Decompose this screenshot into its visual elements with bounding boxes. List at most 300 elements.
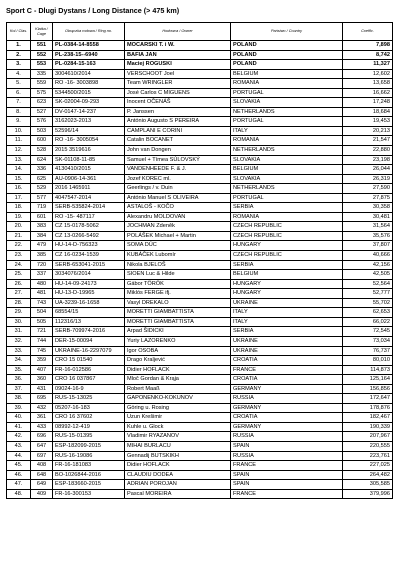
cell-ring-no: 2016 1465911 <box>53 184 125 194</box>
cell-ring-no: PL-238-15--6940 <box>53 50 125 60</box>
cell-ring-no: 05207-16-183 <box>53 403 125 413</box>
cell-coefficient: 62,653 <box>343 308 393 318</box>
cell-cage: 481 <box>31 289 53 299</box>
cell-coefficient: 227,025 <box>343 461 393 471</box>
cell-owner: SIOEN Luc & Hilde <box>125 270 231 280</box>
cell-cage: 360 <box>31 375 53 385</box>
cell-ring-no: RO -16- 3005054 <box>53 136 125 146</box>
table-row <box>7 107 393 117</box>
cell-ring-no: 4130410/2015 <box>53 165 125 175</box>
cell-classification: 30. <box>7 317 31 327</box>
table-row <box>7 184 393 194</box>
cell-country: UKRAINE <box>231 298 343 308</box>
cell-country: HUNGARY <box>231 241 343 251</box>
cell-cage: 528 <box>31 146 53 156</box>
cell-coefficient: 220,555 <box>343 441 393 451</box>
cell-cage: 745 <box>31 346 53 356</box>
table-row <box>7 165 393 175</box>
cell-owner: John van Dongen <box>125 146 231 156</box>
cell-coefficient: 40,666 <box>343 251 393 261</box>
cell-ring-no: RUS-15-13025 <box>53 394 125 404</box>
cell-ring-no: SK-01108-11-85 <box>53 155 125 165</box>
cell-ring-no: CRO 15 01540 <box>53 356 125 366</box>
cell-cage: 503 <box>31 126 53 136</box>
cell-owner: Samuel + Tímea SÚLOVSKÝ <box>125 155 231 165</box>
cell-classification: 21. <box>7 231 31 241</box>
cell-classification: 47. <box>7 480 31 490</box>
cell-classification: 18. <box>7 203 31 213</box>
table-row <box>7 327 393 337</box>
table-row <box>7 98 393 108</box>
table-row <box>7 212 393 222</box>
cell-country: SPAIN <box>231 441 343 451</box>
cell-cage: 336 <box>31 165 53 175</box>
cell-owner: MORETTI GIAMBATTISTA <box>125 308 231 318</box>
table-row <box>7 413 393 423</box>
table-row <box>7 308 393 318</box>
cell-classification: 19. <box>7 212 31 222</box>
cell-country: ITALY <box>231 317 343 327</box>
cell-coefficient: 52,564 <box>343 279 393 289</box>
cell-classification: 36. <box>7 375 31 385</box>
cell-country: POLAND <box>231 41 343 51</box>
cell-ring-no: HU-14-D-756323 <box>53 241 125 251</box>
cell-classification: 3. <box>7 60 31 70</box>
cell-cage: 696 <box>31 432 53 442</box>
table-row <box>7 441 393 451</box>
cell-owner: Jozef KOREC ml. <box>125 174 231 184</box>
cell-ring-no: 112316/13 <box>53 317 125 327</box>
cell-classification: 26. <box>7 279 31 289</box>
cell-cage: 337 <box>31 270 53 280</box>
cell-cage: 600 <box>31 136 53 146</box>
cell-owner: Kuhle u. Glock <box>125 422 231 432</box>
cell-owner: António Augusto S PEREIRA <box>125 117 231 127</box>
cell-ring-no: ESP-182099-2015 <box>53 441 125 451</box>
cell-ring-no: DV-0147-14-237 <box>53 107 125 117</box>
cell-country: BELGIUM <box>231 165 343 175</box>
cell-classification: 6. <box>7 88 31 98</box>
cell-owner: SOMA DÚC <box>125 241 231 251</box>
table-row <box>7 403 393 413</box>
cell-classification: 24. <box>7 260 31 270</box>
cell-ring-no: SERB-709974-2016 <box>53 327 125 337</box>
cell-ring-no: CRO 16 037867 <box>53 375 125 385</box>
cell-owner: GAPONENKO-KOKUNOV <box>125 394 231 404</box>
cell-country: FRANCE <box>231 461 343 471</box>
cell-ring-no: PL-0384-14-8558 <box>53 41 125 51</box>
header-classification: Kol./ Clas. <box>7 23 31 41</box>
cell-ring-no: HU-14-09-24173 <box>53 279 125 289</box>
cell-coefficient: 172,647 <box>343 394 393 404</box>
cell-ring-no: 68554/15 <box>53 308 125 318</box>
table-row <box>7 174 393 184</box>
cell-cage: 432 <box>31 403 53 413</box>
table-row <box>7 489 393 499</box>
cell-classification: 37. <box>7 384 31 394</box>
table-row <box>7 289 393 299</box>
cell-cage: 559 <box>31 79 53 89</box>
cell-owner: CAMPLANI E CORINI <box>125 126 231 136</box>
cell-coefficient: 182,467 <box>343 413 393 423</box>
cell-coefficient: 73,034 <box>343 336 393 346</box>
table-row <box>7 279 393 289</box>
cell-cage: 721 <box>31 327 53 337</box>
cell-country: SPAIN <box>231 470 343 480</box>
cell-ring-no: 08992-12-419 <box>53 422 125 432</box>
table-row <box>7 193 393 203</box>
cell-ring-no: FR-16-181083 <box>53 461 125 471</box>
cell-coefficient: 42,156 <box>343 260 393 270</box>
cell-owner: KUBÁČEK Lubomír <box>125 251 231 261</box>
cell-country: SPAIN <box>231 480 343 490</box>
cell-country: UKRAINE <box>231 346 343 356</box>
cell-coefficient: 26,319 <box>343 174 393 184</box>
header-owner: Hodowca / Owner <box>125 23 231 41</box>
cell-classification: 8. <box>7 107 31 117</box>
cell-cage: 505 <box>31 317 53 327</box>
cell-classification: 22. <box>7 241 31 251</box>
cell-country: SERBIA <box>231 327 343 337</box>
cell-owner: VERSCHOOT Joel <box>125 69 231 79</box>
cell-classification: 16. <box>7 184 31 194</box>
cell-cage: 577 <box>31 193 53 203</box>
cell-classification: 25. <box>7 270 31 280</box>
cell-country: CROATIA <box>231 356 343 366</box>
cell-ring-no: 09024-16-9 <box>53 384 125 394</box>
table-row <box>7 41 393 51</box>
cell-owner: POLÁŠEK Michael + Martin <box>125 231 231 241</box>
table-row <box>7 260 393 270</box>
cell-coefficient: 23,198 <box>343 155 393 165</box>
cell-cage: 623 <box>31 98 53 108</box>
cell-country: PORTUGAL <box>231 88 343 98</box>
cell-country: NETHERLANDS <box>231 146 343 156</box>
cell-country: ROMANIA <box>231 79 343 89</box>
table-row <box>7 241 393 251</box>
table-row <box>7 270 393 280</box>
table-row <box>7 50 393 60</box>
table-row <box>7 375 393 385</box>
cell-coefficient: 114,873 <box>343 365 393 375</box>
cell-country: CZECH REPUBLIC <box>231 231 343 241</box>
cell-coefficient: 12,602 <box>343 69 393 79</box>
cell-coefficient: 20,213 <box>343 126 393 136</box>
cell-classification: 4. <box>7 69 31 79</box>
cell-classification: 14. <box>7 165 31 175</box>
cell-owner: Yuriy LAZORENKO <box>125 336 231 346</box>
cell-country: CROATIA <box>231 413 343 423</box>
cell-country: UKRAINE <box>231 336 343 346</box>
cell-classification: 34. <box>7 356 31 366</box>
cell-ring-no: PL-0284-15-163 <box>53 60 125 70</box>
cell-classification: 7. <box>7 98 31 108</box>
table-row <box>7 451 393 461</box>
cell-classification: 28. <box>7 298 31 308</box>
cell-ring-no: SK-02004-09-293 <box>53 98 125 108</box>
cell-ring-no: DER-15-00094 <box>53 336 125 346</box>
cell-cage: 408 <box>31 461 53 471</box>
cell-coefficient: 37,807 <box>343 241 393 251</box>
cell-owner: ADRIAN POROJAN <box>125 480 231 490</box>
cell-country: CZECH REPUBLIC <box>231 222 343 232</box>
cell-ring-no: AU-0906-14-361 <box>53 174 125 184</box>
cell-owner: Pascal MOREIRA <box>125 489 231 499</box>
cell-cage: 361 <box>31 413 53 423</box>
cell-ring-no: FR-16-300153 <box>53 489 125 499</box>
cell-owner: Uzun Krešimir <box>125 413 231 423</box>
cell-ring-no: 2015 3519616 <box>53 146 125 156</box>
cell-country: RUSSIA <box>231 394 343 404</box>
cell-classification: 41. <box>7 422 31 432</box>
table-row <box>7 60 393 70</box>
cell-ring-no: CZ 15-0178-5062 <box>53 222 125 232</box>
cell-ring-no: ESP-183660-2015 <box>53 480 125 490</box>
cell-country: GERMANY <box>231 384 343 394</box>
cell-ring-no: RUS-15-01395 <box>53 432 125 442</box>
cell-owner: Robert Maaß <box>125 384 231 394</box>
cell-ring-no: 4047547-2014 <box>53 193 125 203</box>
cell-classification: 29. <box>7 308 31 318</box>
cell-country: NETHERLANDS <box>231 184 343 194</box>
cell-classification: 5. <box>7 79 31 89</box>
cell-owner: Didier HOFLACK <box>125 461 231 471</box>
cell-ring-no: SERB-535824-2014 <box>53 203 125 213</box>
cell-owner: Geerlings / v. Duin <box>125 184 231 194</box>
cell-cage: 553 <box>31 60 53 70</box>
cell-cage: 697 <box>31 451 53 461</box>
cell-cage: 527 <box>31 107 53 117</box>
cell-country: BELGIUM <box>231 69 343 79</box>
table-row <box>7 346 393 356</box>
cell-country: POLAND <box>231 60 343 70</box>
cell-cage: 575 <box>31 88 53 98</box>
cell-owner: P. Janssen <box>125 107 231 117</box>
cell-coefficient: 13,658 <box>343 79 393 89</box>
cell-coefficient: 17,248 <box>343 98 393 108</box>
cell-owner: VANDENHEEDE F. & J. <box>125 165 231 175</box>
cell-country: SERBIA <box>231 203 343 213</box>
cell-cage: 743 <box>31 298 53 308</box>
cell-owner: Mloč Gordan & Krąja <box>125 375 231 385</box>
cell-coefficient: 76,737 <box>343 346 393 356</box>
cell-ring-no: CZ 13-0266-5492 <box>53 231 125 241</box>
cell-classification: 43. <box>7 441 31 451</box>
cell-cage: 625 <box>31 174 53 184</box>
cell-classification: 13. <box>7 155 31 165</box>
cell-classification: 2. <box>7 50 31 60</box>
cell-classification: 23. <box>7 251 31 261</box>
cell-owner: Gennadij BUTSKIKH <box>125 451 231 461</box>
cell-country: SLOVAKIA <box>231 98 343 108</box>
table-row <box>7 79 393 89</box>
results-table <box>6 22 393 499</box>
cell-coefficient: 72,545 <box>343 327 393 337</box>
cell-country: PORTUGAL <box>231 193 343 203</box>
cell-classification: 46. <box>7 470 31 480</box>
cell-ring-no: FR-16-012586 <box>53 365 125 375</box>
cell-ring-no: 5344500/2015 <box>53 88 125 98</box>
page-title: Sport C - Dlugi Dystans / Long Distance (> 475 km) <box>6 6 180 15</box>
cell-coefficient: 305,585 <box>343 480 393 490</box>
table-row <box>7 251 393 261</box>
cell-country: CROATIA <box>231 375 343 385</box>
cell-cage: 648 <box>31 470 53 480</box>
cell-owner: MIHAI BURLACU <box>125 441 231 451</box>
table-row <box>7 126 393 136</box>
cell-ring-no: SERB-653041-2015 <box>53 260 125 270</box>
cell-ring-no: UKRAINE-16-2297079 <box>53 346 125 356</box>
cell-country: FRANCE <box>231 365 343 375</box>
header-country: Państwo / Country <box>231 23 343 41</box>
cell-classification: 9. <box>7 117 31 127</box>
table-row <box>7 365 393 375</box>
header-ring-no: Obrączka rodowa / Ring no. <box>53 23 125 41</box>
cell-coefficient: 22,880 <box>343 146 393 156</box>
cell-coefficient: 21,547 <box>343 136 393 146</box>
header-coefficient: Coeffic. <box>343 23 393 41</box>
cell-coefficient: 27,590 <box>343 184 393 194</box>
table-row <box>7 203 393 213</box>
cell-ring-no: RUS-16-19086 <box>53 451 125 461</box>
cell-owner: Team WRINGLER <box>125 79 231 89</box>
cell-country: ITALY <box>231 126 343 136</box>
cell-cage: 552 <box>31 50 53 60</box>
cell-classification: 20. <box>7 222 31 232</box>
cell-coefficient: 52,777 <box>343 289 393 299</box>
cell-country: GERMANY <box>231 403 343 413</box>
cell-cage: 480 <box>31 279 53 289</box>
cell-classification: 27. <box>7 289 31 299</box>
cell-coefficient: 42,505 <box>343 270 393 280</box>
cell-owner: MORETTI GIAMBATTISTA <box>125 317 231 327</box>
cell-country: POLAND <box>231 50 343 60</box>
table-row <box>7 394 393 404</box>
table-row <box>7 117 393 127</box>
cell-cage: 479 <box>31 241 53 251</box>
cell-cage: 744 <box>31 336 53 346</box>
cell-owner: Vasyl DREKALO <box>125 298 231 308</box>
cell-classification: 38. <box>7 394 31 404</box>
header-row <box>7 23 393 41</box>
cell-cage: 695 <box>31 394 53 404</box>
table-row <box>7 336 393 346</box>
cell-owner: Miklós FERGE ifj. <box>125 289 231 299</box>
cell-classification: 1. <box>7 41 31 51</box>
cell-classification: 32. <box>7 336 31 346</box>
cell-country: HUNGARY <box>231 289 343 299</box>
cell-coefficient: 19,453 <box>343 117 393 127</box>
cell-cage: 335 <box>31 69 53 79</box>
cell-classification: 39. <box>7 403 31 413</box>
cell-owner: BAFIA JAN <box>125 50 231 60</box>
cell-cage: 384 <box>31 231 53 241</box>
cell-country: GERMANY <box>231 422 343 432</box>
cell-cage: 720 <box>31 260 53 270</box>
cell-classification: 12. <box>7 146 31 156</box>
cell-coefficient: 11,327 <box>343 60 393 70</box>
table-row <box>7 69 393 79</box>
cell-coefficient: 27,875 <box>343 193 393 203</box>
cell-coefficient: 30,358 <box>343 203 393 213</box>
cell-ring-no: CRO 16 37602 <box>53 413 125 423</box>
table-row <box>7 231 393 241</box>
cell-owner: ASTALOŠ - KOČO <box>125 203 231 213</box>
cell-cage: 529 <box>31 184 53 194</box>
cell-coefficient: 31,564 <box>343 222 393 232</box>
table-row <box>7 317 393 327</box>
cell-owner: Göring u. Rosing <box>125 403 231 413</box>
cell-owner: CLAUDIU DODEA <box>125 470 231 480</box>
cell-classification: 40. <box>7 413 31 423</box>
cell-cage: 383 <box>31 222 53 232</box>
table-row <box>7 422 393 432</box>
cell-coefficient: 7,898 <box>343 41 393 51</box>
table-row <box>7 88 393 98</box>
cell-cage: 624 <box>31 155 53 165</box>
cell-country: SERBIA <box>231 260 343 270</box>
cell-country: SLOVAKIA <box>231 155 343 165</box>
cell-coefficient: 55,702 <box>343 298 393 308</box>
cell-coefficient: 16,662 <box>343 88 393 98</box>
cell-classification: 42. <box>7 432 31 442</box>
cell-coefficient: 379,996 <box>343 489 393 499</box>
table-row <box>7 461 393 471</box>
cell-coefficient: 35,576 <box>343 231 393 241</box>
cell-country: SLOVAKIA <box>231 174 343 184</box>
cell-cage: 719 <box>31 203 53 213</box>
cell-coefficient: 156,856 <box>343 384 393 394</box>
table-row <box>7 155 393 165</box>
cell-cage: 385 <box>31 251 53 261</box>
cell-ring-no: 3162023-2013 <box>53 117 125 127</box>
cell-ring-no: UA-3239-16-1658 <box>53 298 125 308</box>
cell-cage: 551 <box>31 41 53 51</box>
cell-coefficient: 190,339 <box>343 422 393 432</box>
table-row <box>7 384 393 394</box>
cell-coefficient: 18,684 <box>343 107 393 117</box>
table-row <box>7 298 393 308</box>
table-row <box>7 432 393 442</box>
cell-classification: 11. <box>7 136 31 146</box>
cell-classification: 31. <box>7 327 31 337</box>
cell-country: RUSSIA <box>231 432 343 442</box>
cell-owner: José Carlos C MIGUENS <box>125 88 231 98</box>
cell-classification: 35. <box>7 365 31 375</box>
header-cage: Klatka / Cage <box>31 23 53 41</box>
cell-owner: Didier HOFLACK <box>125 365 231 375</box>
cell-ring-no: CZ 16-0234-1539 <box>53 251 125 261</box>
cell-country: HUNGARY <box>231 279 343 289</box>
cell-classification: 17. <box>7 193 31 203</box>
cell-owner: MOCARSKI T. i W. <box>125 41 231 51</box>
cell-coefficient: 26,044 <box>343 165 393 175</box>
table-row <box>7 480 393 490</box>
table-row <box>7 470 393 480</box>
cell-cage: 431 <box>31 384 53 394</box>
cell-ring-no: BO-1026844-2016 <box>53 470 125 480</box>
cell-owner: Nikola BJELOŠ <box>125 260 231 270</box>
cell-ring-no: RO -15- 487117 <box>53 212 125 222</box>
cell-cage: 409 <box>31 489 53 499</box>
cell-owner: Drago Kraljević <box>125 356 231 366</box>
cell-ring-no: HU-13-D-19965 <box>53 289 125 299</box>
cell-classification: 48. <box>7 489 31 499</box>
cell-country: NETHERLANDS <box>231 107 343 117</box>
cell-country: RUSSIA <box>231 451 343 461</box>
cell-coefficient: 30,481 <box>343 212 393 222</box>
cell-cage: 407 <box>31 365 53 375</box>
